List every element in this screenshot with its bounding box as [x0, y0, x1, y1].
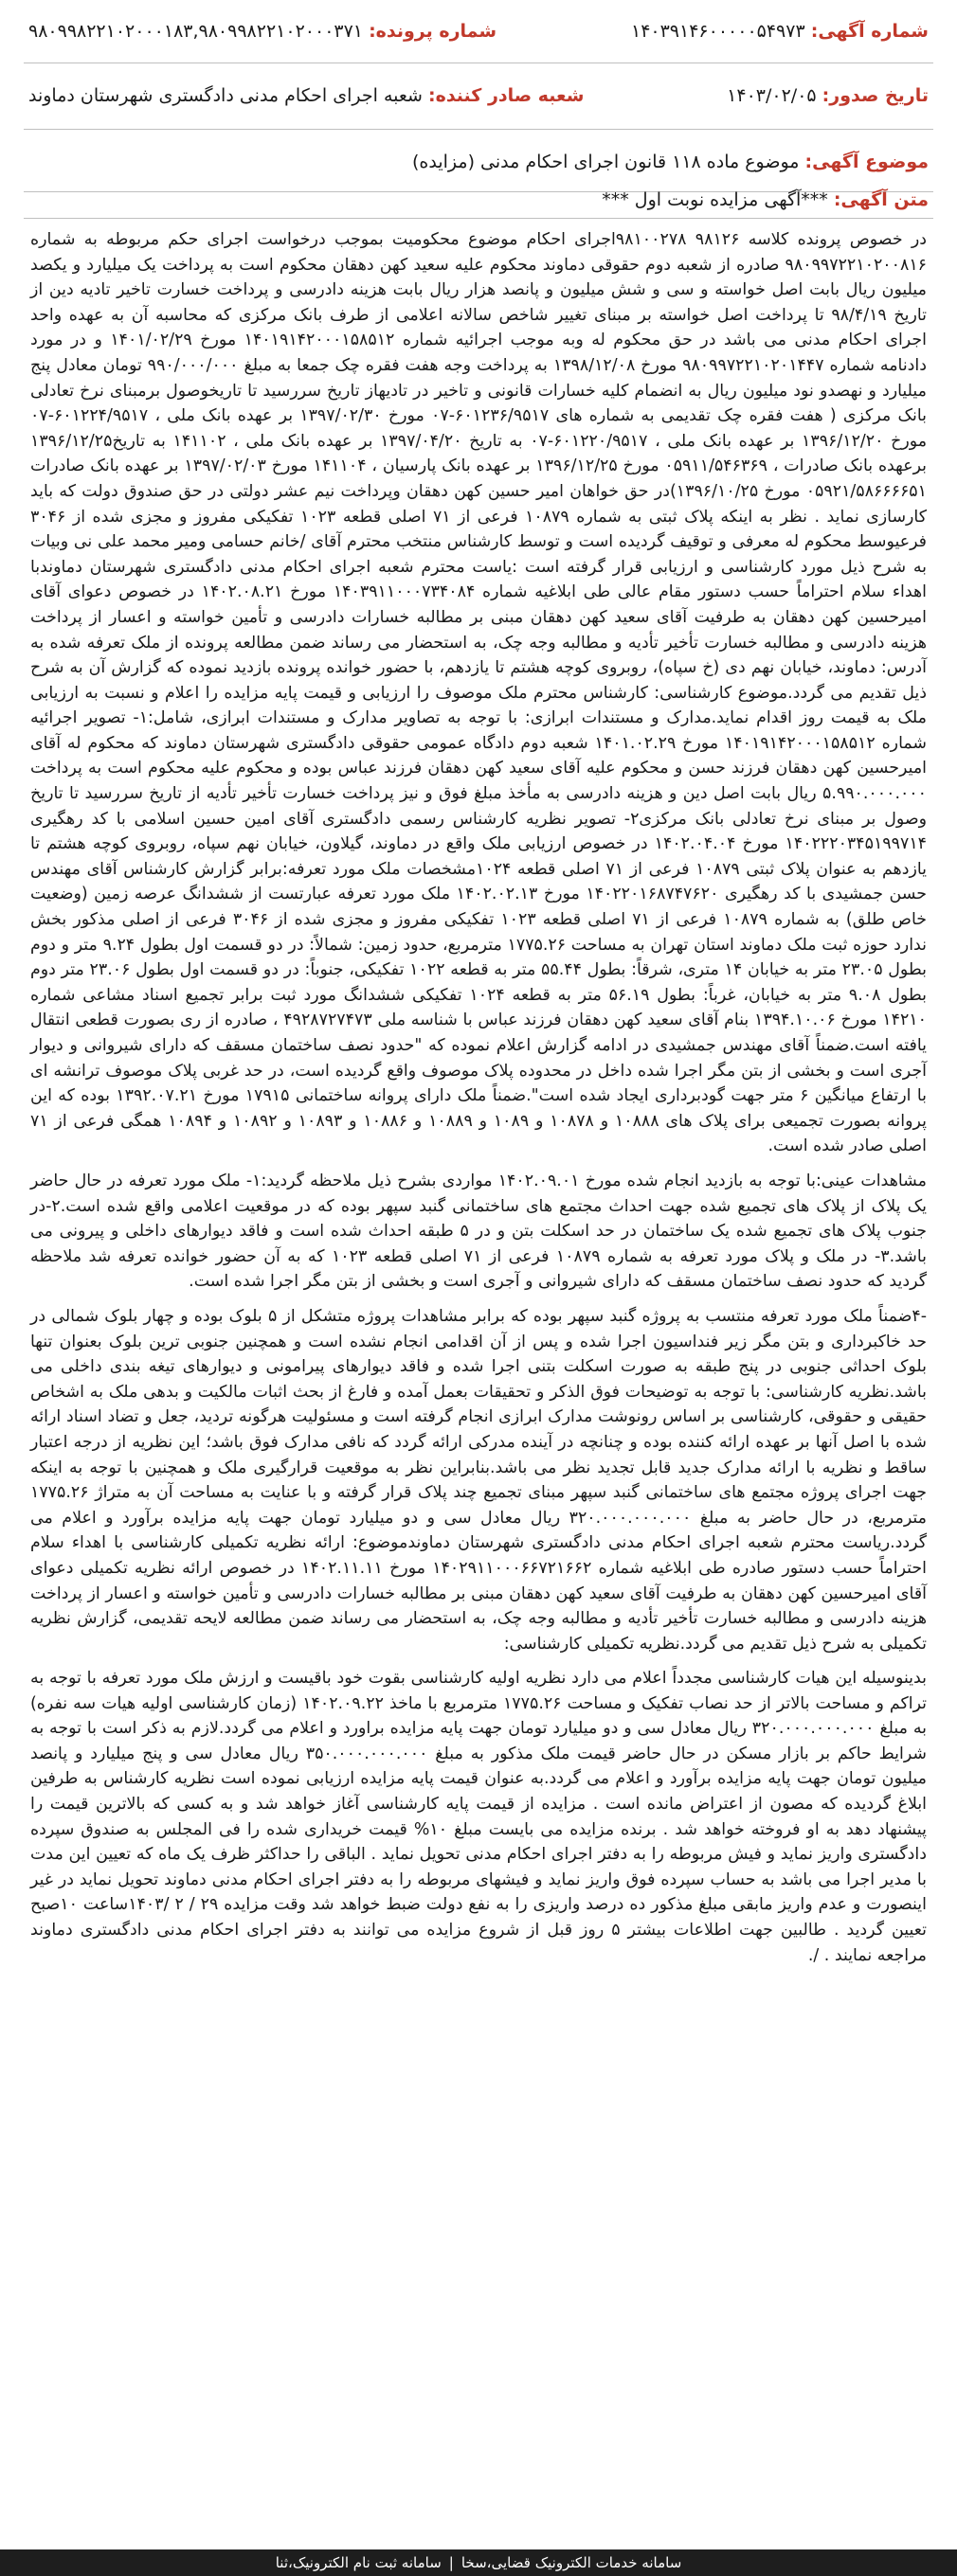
- footer-link-sana[interactable]: سامانه ثبت نام الکترونیک،ثنا: [275, 2554, 442, 2571]
- issuer-label: شعبه صادر کننده:: [428, 85, 585, 106]
- body-title-text: ***آگهی مزایده نوبت اول ***: [602, 189, 828, 210]
- divider: [24, 218, 933, 219]
- divider: [24, 129, 933, 130]
- subject-row: [28, 152, 929, 172]
- header-row-2: [28, 85, 929, 114]
- body-paragraph-2: مشاهدات عینی:با توجه به بازدید انجام شده مورخ ۱۴۰۲.۰۹.۰۱ مواردی بشرح ذیل ملاحظه گردید:۱- ملک مورد تعرفه در حال حاضر یک پلاک از پلاک های تجمیع شده جهت احداث مجتمع های ساختمانی گنبد سپهر بوده که در موقعیت اعلامی واقع شده است.۲-در جنوب پلاک های تجمیع شده یک ساختمان در حد اسکلت بتن و در ۵ طبقه احداث شده است و فاقد دیوارهای داخلی و پیرونی می باشد.۳- در ملک و پلاک مورد تعرفه به شماره ۱۰۸۷۹ فرعی از ۷۱ اصلی قطعه ۱۰۲۳ که به آن حضور خوانده تعرفه شد ملاحظه گردید که حدود نصف ساختمان مسقف که دارای شیروانی و آجری است و بخشی از بتن مگر اجرا شده است.: [30, 1172, 927, 1292]
- body-title-label: متن آگهی:: [833, 189, 929, 210]
- issue-date-label: تاریخ صدور:: [822, 85, 929, 106]
- ad-number-label: شماره آگهی:: [810, 21, 929, 42]
- body-paragraph-4: بدینوسیله این هیات کارشناسی مجدداً اعلام می دارد نظریه اولیه کارشناسی بقوت خود باقیست و ارزش ملک مورد تعرفه با توجه به تراکم و مساحت بالاتر از حد نصاب تفکیک و مساحت ۱۷۷۵.۲۶ مترمربع با ماخذ ۱۴۰۲.۰۹.۲۲ (زمان کارشناسی اولیه هیات سه نفره) به مبلغ ۳۲۰.۰۰۰.۰۰۰.۰۰۰ ریال معادل سی و دو میلیارد تومان جهت پایه مزایده براورد و اعلام می گردد.لازم به ذکر است با توجه به شرایط حاکم بر بازار مسکن در حال حاضر قیمت ملک مذکور به مبلغ ۳۵۰.۰۰۰.۰۰۰.۰۰۰ ریال معادل سی و پنج میلیارد و پانصد میلیون تومان جهت پایه مزایده برآورد و اعلام می گردد.به عنوان قیمت پایه مزایده ارزیابی نموده است نظریه کارشناس به طرفین ابلاغ گردیده که مصون از اعتراض مانده است . مزایده از قیمت پایه کارشناسی آغاز خواهد شد و به کسی که بالاترین قیمت را پیشنهاد دهد به او فروخته خواهد شد . برنده مزایده می بایست مبلغ ۱۰% قیمت خریداری شده را فی المجلس به صندوق سپرده دادگستری واریز نماید و فیش مربوطه را به دفتر اجرای احکام مدنی تحویل نماید . الباقی را حداکثر ظرف یک ماه که تعیین این مدت با مدیر اجرا می باشد به حساب سپرده فوق واریز نماید و فیشهای مربوطه را به دفتر اجرای احکام مدنی دماوند تحویل نماید در غیر اینصورت و عدم واریز مابقی مبلغ مذکور ده درصد واریزی را به نفع دولت ضبط خواهد شد وقت مزایده ۲۹ / ۲ /۱۴۰۳ساعت ۱۰صبح تعیین گردید . طالبین جهت اطلاعات بیشتر ۵ روز قبل از شروع مزایده می توانند به دفتر اجرای احکام مدنی دادگستری دماوند مراجعه نمایند . /.: [30, 1669, 928, 1965]
- footer-separator: |: [448, 2554, 454, 2571]
- footer-link-sakha[interactable]: سامانه خدمات الکترونیک قضایی،سخا: [460, 2554, 682, 2571]
- subject-text: موضوع ماده ۱۱۸ قانون اجرای احکام مدنی (مزایده): [412, 152, 800, 172]
- header-row-1: [28, 21, 929, 49]
- case-number-block: [28, 21, 497, 42]
- body-paragraph-3: -۴ضمناً ملک مورد تعرفه منتسب به پروژه گنبد سپهر بوده که برابر مشاهدات پروژه متشکل از ۵ بلوک بوده و چهار بلوک شمالی در حد خاکبرداری و بتن مگر زیر فنداسیون اجرا شده و پس از آن اقدامی انجام نشده است و همچنین جنوبی ترین بلوک بعنوان تنها بلوک احداثی جنوبی در پنج طبقه به صورت اسکلت بتنی اجرا شده و فاقد دیوارهای پیرامونی و دیوارهای تیغه بندی داخلی می باشد.نظریه کارشناسی: با توجه به توضیحات فوق الذکر و تحقیقات بعمل آمده و فارغ از بحث اثبات مالکیت و بدهی ملک به اشخاص حقیقی و حقوقی، کارشناسی بر اساس رونوشت مدارک ابرازی انجام گرفته است و مسئولیت هرگونه تردید، جعل و تضاد اسناد ارائه شده با اصل آنها بر عهده ارائه کننده بوده و چنانچه در آینده مدرکی ارائه گردد که نافی مدارک فوق باشد؛ این نظریه از درجه اعتبار ساقط و نظریه با ارائه مدارک جدید قابل تجدید نظر می باشد.بنابراین نظر به موقعیت قرارگیری ملک و همچنین با توجه به اینکه جهت اجرای پروژه مجتمع های ساختمانی گنبد سپهر مبنای تجمیع چند پلاک قرار گرفته و با عنایت به مساحت آن به متراژ ۱۷۷۵.۲۶ مترمربع، در حال حاضر به مبلغ ۳۲۰.۰۰۰.۰۰۰.۰۰۰ ریال معادل سی و دو میلیارد تومان جهت پایه مزایده برآورد و اعلام می گردد.ریاست محترم شعبه اجرای احکام مدنی دادگستری شهرستان دماوندموضوع: ارائه نظریه تکمیلی کارشناسی با اهداء سلام احتراماً حسب دستور صادره طی ابلاغیه شماره ۱۴۰۲۹۱۱۰۰۰۶۶۷۲۱۶۶۲ مورخ ۱۴۰۲.۱۱.۱۱ در خصوص ارائه نظریه تکمیلی دعوای آقای امیرحسین کهن دهقان به طرفیت آقای سعید کهن دهقان مبنی بر مطالبه خسارات دادرسی و تأمین خواسته و اعسار از پرداخت هزینه دادرسی و مطالبه خسارت تأخیر تأدیه و مطالبه وجه چک، به استحضار می رساند ضمن مطالعه لایحه تقدیمی، گزارش نظریه تکمیلی به شرح ذیل تقدیم می گردد.نظریه تکمیلی کارشناسی:: [30, 1307, 928, 1654]
- issue-date-block: [727, 85, 929, 106]
- subject-label: موضوع آگهی:: [804, 152, 929, 172]
- issuer-block: [28, 85, 584, 106]
- body-paragraph-1: در خصوص پرونده کلاسه ۹۸۱۲۶ ۹۸۱۰۰۲۷۸اجرای احکام موضوع محکومیت بموجب درخواست اجرای حکم مربوطه به شماره ۹۸۰۹۹۷۲۲۱۰۲۰۰۸۱۶ صادره از شعبه دوم حقوقی دماوند محکوم علیه سعید کهن دهقان محکوم است به پرداخت یک میلیارد و یکصد میلیون ریال بابت اصل خواسته و سی و شش میلیون و پانصد هزار ریال بابت هزینه دادرسی و پرداخت خسارت تاخیر تادیه دین از تاریخ ۹۸/۴/۱۹ تا پرداخت اصل خواسته بر مبنای تغییر شاخص سالانه اعلامی از طرف بانک مرکزی که محاسبه آن به عهده واحد اجرای احکام مدنی می باشد در حق محکوم له وبه موجب اجرائیه شماره ۱۴۰۱۹۱۴۲۰۰۰۱۵۸۵۱۲ مورخ ۱۴۰۱/۰۲/۲۹ و در مورد دادنامه شماره ۹۸۰۹۹۷۲۲۱۰۲۰۱۴۴۷ مورخ ۱۳۹۸/۱۲/۰۸ به پرداخت وجه هفت فقره چک جمعا به مبلغ ۹۹۰/۰۰۰/۰۰۰ تومان معادل پنج میلیارد و نهصدو نود میلیون ریال به انضمام کلیه خسارات قانونی و تاخیر در تادیهاز تاریخ سررسید تا تاریخوصول برمبنای نرخ تعادلی بانک مرکزی ( هفت فقره چک تقدیمی به شماره های ۶۰۱۲۳۶/۹۵۱۷-۰۷ مورخ ۱۳۹۷/۰۲/۳۰ بر عهده بانک ملی ، ۶۰۱۲۲۴/۹۵۱۷-۰۷ مورخ ۱۳۹۶/۱۲/۲۰ بر عهده بانک ملی ، ۶۰۱۲۲۰/۹۵۱۷-۰۷ به تاریخ ۱۳۹۷/۰۴/۲۰ بر عهده بانک ملی ، ۱۴۱۱۰۲ به تاریخ۱۳۹۶/۱۲/۲۵ برعهده بانک صادرات ، ۰۵۹۱۱/۵۴۶۳۶۹ مورخ ۱۳۹۶/۱۲/۲۵ بر عهده بانک پارسیان ، ۱۴۱۱۰۴ مورخ ۱۳۹۷/۰۲/۰۳ بر عهده بانک صادرات ۰۵۹۲۱/۵۸۶۶۶۶۵۱ مورخ ۱۳۹۶/۱۰/۲۵)در حق خواهان امیر حسین کهن دهقان وپرداخت نیم عشر دولتی در حق صندوق دولت که باید کارسازی نماید . نظر به اینکه پلاک ثبتی به شماره ۱۰۸۷۹ فرعی از ۷۱ اصلی قطعه ۱۰۲۳ تفکیکی مفروز و مجزی شده از ۳۰۴۶ فرعیوسط محکوم له معرفی و توقیف گردیده است و توسط کارشناس منتخب محترم آقای /خانم حسامی ومیر محمد علی نی وبیات به شرح ذیل مورد کارشناسی و ارزیابی قرار گرفته است :یاست محترم شعبه اجرای احکام مدنی دادگستری شهرستان دماوندبا اهداء سلام احتراماً حسب دستور مقام عالی طی ابلاغیه شماره ۱۴۰۳۹۱۱۰۰۰۷۳۴۰۸۴ مورخ ۱۴۰۲.۰۸.۲۱ در خصوص دعوای آقای امیرحسین کهن دهقان به طرفیت آقای سعید کهن دهقان مبنی بر مطالبه خسارات دادرسی و تأمین خواسته و اعسار از پرداخت هزینه دادرسی و مطالبه خسارت تأخیر تأدیه و مطالبه وجه چک، به استحضار می رساند ضمن مطالعه پرونده از ملک تعرفه شده به آدرس: دماوند، خیابان نهم دی (خ سپاه)، روبروی کوچه هشتم تا یازدهم، با حضور خوانده پرونده بازدید نموده که گزارش آن به شرح ذیل تقدیم می گردد.موضوع کارشناسی: کارشناس محترم ملک موصوف را ارزیابی و قیمت پایه مزایده را اعلام و نسبت به ارزیابی ملک به قیمت روز اقدام نماید.مدارک و مستندات ابرازی: با توجه به تصاویر مدارک و مستندات ابرازی، شامل:۱- تصویر اجرائیه شماره ۱۴۰۱۹۱۴۲۰۰۰۱۵۸۵۱۲ مورخ ۱۴۰۱.۰۲.۲۹ شعبه دوم دادگاه عمومی حقوقی دادگستری شهرستان دماوند که محکوم له آقای امیرحسین کهن دهقان فرزند حسن و محکوم علیه آقای سعید کهن دهقان فرزند عباس بوده و محکوم علیه محکوم است به پرداخت ۵.۹۹۰.۰۰۰.۰۰۰ ریال بابت اصل دین و هزینه دادرسی به مأخذ مبلغ فوق و نیز پرداخت خسارت تأخیر تأدیه از تاریخ سررسید تا تاریخ وصول بر مبنای نرخ تعادلی بانک مرکزی۲- تصویر نظریه کارشناس رسمی دادگستری آقای امین حسین اسلامی با کد رهگیری ۱۴۰۲۲۲۰۳۴۵۱۹۹۷۱۴ مورخ ۱۴۰۲.۰۴.۰۴ در خصوص ارزیابی ملک واقع در دماوند، گیلاون، خیابان نهم سپاه، روبروی کوچه هشتم تا یازدهم به عنوان پلاک ثبتی ۱۰۸۷۹ فرعی از ۷۱ اصلی قطعه ۱۰۲۴مشخصات ملک مورد تعرفه:برابر گزارش کارشناس آقای مهندس حسن جمشیدی با کد رهگیری ۱۴۰۲۲۰۱۶۸۷۴۷۶۲۰ مورخ ۱۴۰۲.۰۲.۱۳ ملک مورد تعرفه عبارتست از ششدانگ عرصه زمین (وضعیت خاص طلق) به شماره ۱۰۸۷۹ فرعی از ۷۱ اصلی قطعه ۱۰۲۳ تفکیکی مفروز و مجزی شده از ۳۰۴۶ فرعی از اصلی مذکور بخش ندارد حوزه ثبت ملک دماوند استان تهران به مساحت ۱۷۷۵.۲۶ مترمربع، حدود زمین: شمالاً: در دو قسمت اول بطول ۹.۲۴ متر و دوم بطول ۲۳.۰۵ متر به خیابان ۱۴ متری، شرقاً: بطول ۵۵.۴۴ متر به قطعه ۱۰۲۲ تفکیکی، جنوباً: در دو قسمت اول بطول ۲۳.۰۶ متر دوم بطول ۹.۰۸ متر به خیابان، غرباً: بطول ۵۶.۱۹ متر به قطعه ۱۰۲۴ تفکیکی ششدانگ مورد ثبت برابر تجمیع اسناد مشاعی شماره ۱۴۲۱۰ مورخ ۱۳۹۴.۱۰.۰۶ بنام آقای سعید کهن دهقان فرزند عباس با شناسه ملی ۴۹۲۸۷۲۷۴۷۳ ، صادره از ری بصورت قطعی انتقال یافته است.ضمناً آقای مهندس جمشیدی در ادامه گزارش اعلام نموده که "حدود نصف ساختمان مسقف که دارای شیروانی و دیوار آجری است و بخشی از بتن مگر اجرا شده داخل در محدوده پلاک موصوف واقع گردیده است، در حد غربی پلاک موصوف ترانشه ای با ارتفاع میانگین ۶ متر جهت گودبرداری ایجاد شده است".ضمناً ملک دارای پروانه ساختمانی ۱۷۹۱۵ مورخ ۱۳۹۲.۰۷.۲۱ بوده که این پروانه بصورت تجمیعی برای پلاک های ۱۰۸۸۸ و ۱۰۸۷۸ و ۱۰۸۹ و ۱۰۸۸۹ و ۱۰۸۸۶ و ۱۰۸۹۳ و ۱۰۸۹۲ و ۱۰۸۹۴ همگی فرعی از ۷۱ اصلی صادر شده است.: [30, 230, 928, 1156]
- ad-number-block: [631, 21, 929, 42]
- footer-bar: [0, 2549, 957, 2576]
- ad-number: ۱۴۰۳۹۱۴۶۰۰۰۰۰۵۴۹۷۳: [630, 21, 805, 42]
- issuer: شعبه اجرای احکام مدنی دادگستری شهرستان دماوند: [28, 85, 423, 106]
- case-number: ۹۸۰۹۹۸۲۲۱۰۲۰۰۰۱۸۳,۹۸۰۹۹۸۲۲۱۰۲۰۰۰۳۷۱: [28, 21, 364, 42]
- issue-date: ۱۴۰۳/۰۲/۰۵: [727, 85, 817, 106]
- body-title-row: [28, 189, 929, 210]
- case-number-label: شماره پرونده:: [369, 21, 497, 42]
